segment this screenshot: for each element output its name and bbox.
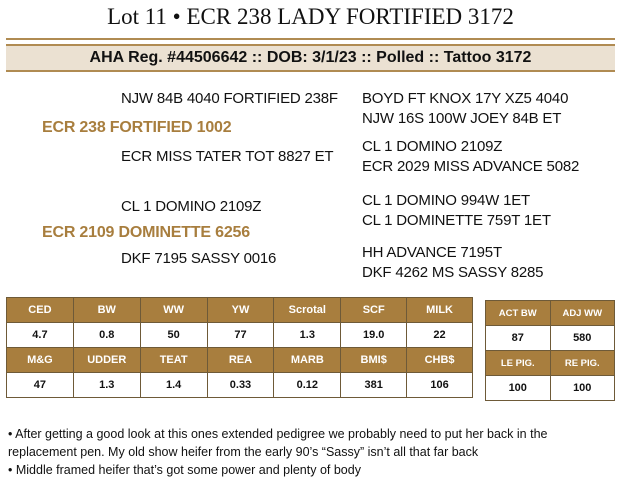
pedigree-dam-dam-sire: HH ADVANCE 7195T [362,244,502,261]
actual-value-row-2 [486,376,615,401]
epd-value-teat: 1.4 [140,373,207,398]
actual-value-row-1 [486,326,615,351]
epd-value-mg: 47 [7,373,74,398]
epd-header-milk: MILK [407,298,473,323]
pedigree-dam-sire: CL 1 DOMINO 2109Z [121,198,262,215]
pedigree-sire-sire-dam: NJW 16S 100W JOEY 84B ET [362,110,562,127]
pedigree-dam-dam-dam: DKF 4262 MS SASSY 8285 [362,264,544,281]
epd-value-marb: 0.12 [274,373,341,398]
epd-header-chb: CHB$ [407,348,473,373]
pedigree-dam-sire-sire: CL 1 DOMINO 994W 1ET [362,192,530,209]
epd-value-bmi: 381 [341,373,407,398]
actual-header-re-pig: RE PIG. [550,351,615,376]
epd-value-yw: 77 [207,323,274,348]
pedigree-dam-sire-dam: CL 1 DOMINETTE 759T 1ET [362,212,551,229]
actual-value-le-pig: 100 [486,376,551,401]
actual-header-le-pig: LE PIG. [486,351,551,376]
pedigree-dam: ECR 2109 DOMINETTE 6256 [42,224,250,241]
epd-header-teat: TEAT [140,348,207,373]
epd-header-row-1 [7,298,473,323]
pedigree-sire-sire: NJW 84B 4040 FORTIFIED 238F [121,90,338,107]
epd-header-rea: REA [207,348,274,373]
actual-measures-table [485,300,615,401]
actual-header-row-2 [486,351,615,376]
epd-value-row-1 [7,323,473,348]
pedigree-sire-dam-sire: CL 1 DOMINO 2109Z [362,138,503,155]
epd-header-bmi: BMI$ [341,348,407,373]
actual-header-adj-ww: ADJ WW [550,301,615,326]
epd-value-scf: 19.0 [341,323,407,348]
pedigree-dam-dam: DKF 7195 SASSY 0016 [121,250,277,267]
actual-header-act-bw: ACT BW [486,301,551,326]
epd-value-milk: 22 [407,323,473,348]
epd-value-udder: 1.3 [73,373,140,398]
epd-header-yw: YW [207,298,274,323]
registration-bar [6,44,615,72]
lot-title: Lot 11 • ECR 238 LADY FORTIFIED 3172 [107,4,514,29]
epd-value-row-2 [7,373,473,398]
epd-value-ced: 4.7 [7,323,74,348]
actual-value-adj-ww: 580 [550,326,615,351]
epd-header-row-2 [7,348,473,373]
epd-header-scf: SCF [341,298,407,323]
actual-value-re-pig: 100 [550,376,615,401]
epd-value-rea: 0.33 [207,373,274,398]
epd-table [6,297,473,398]
note-item: • After getting a good look at this ones extended pedigree we probably need to put her back in the replacement pen. My old show heifer from the early 90’s “Sassy” isn’t all that far back [8,427,548,459]
epd-value-ww: 50 [140,323,207,348]
pedigree-sire-sire-sire: BOYD FT KNOX 17Y XZ5 4040 [362,90,569,107]
epd-value-scrotal: 1.3 [274,323,341,348]
actual-header-row-1 [486,301,615,326]
epd-header-ced: CED [7,298,74,323]
note-item: • Middle framed heifer that’s got some power and plenty of body [8,463,361,477]
pedigree-sire: ECR 238 FORTIFIED 1002 [42,119,232,136]
actual-value-act-bw: 87 [486,326,551,351]
pedigree-sire-dam: ECR MISS TATER TOT 8827 ET [121,148,334,165]
epd-header-mg: M&G [7,348,74,373]
title-divider [6,38,615,40]
epd-header-bw: BW [73,298,140,323]
epd-header-marb: MARB [274,348,341,373]
epd-value-chb: 106 [407,373,473,398]
registration-text: AHA Reg. #44506642 :: DOB: 3/1/23 :: Polled :: Tattoo 3172 [89,49,532,66]
epd-header-scrotal: Scrotal [274,298,341,323]
epd-value-bw: 0.8 [73,323,140,348]
epd-header-ww: WW [140,298,207,323]
notes-section [8,425,616,479]
pedigree-sire-dam-dam: ECR 2029 MISS ADVANCE 5082 [362,158,580,175]
epd-header-udder: UDDER [73,348,140,373]
